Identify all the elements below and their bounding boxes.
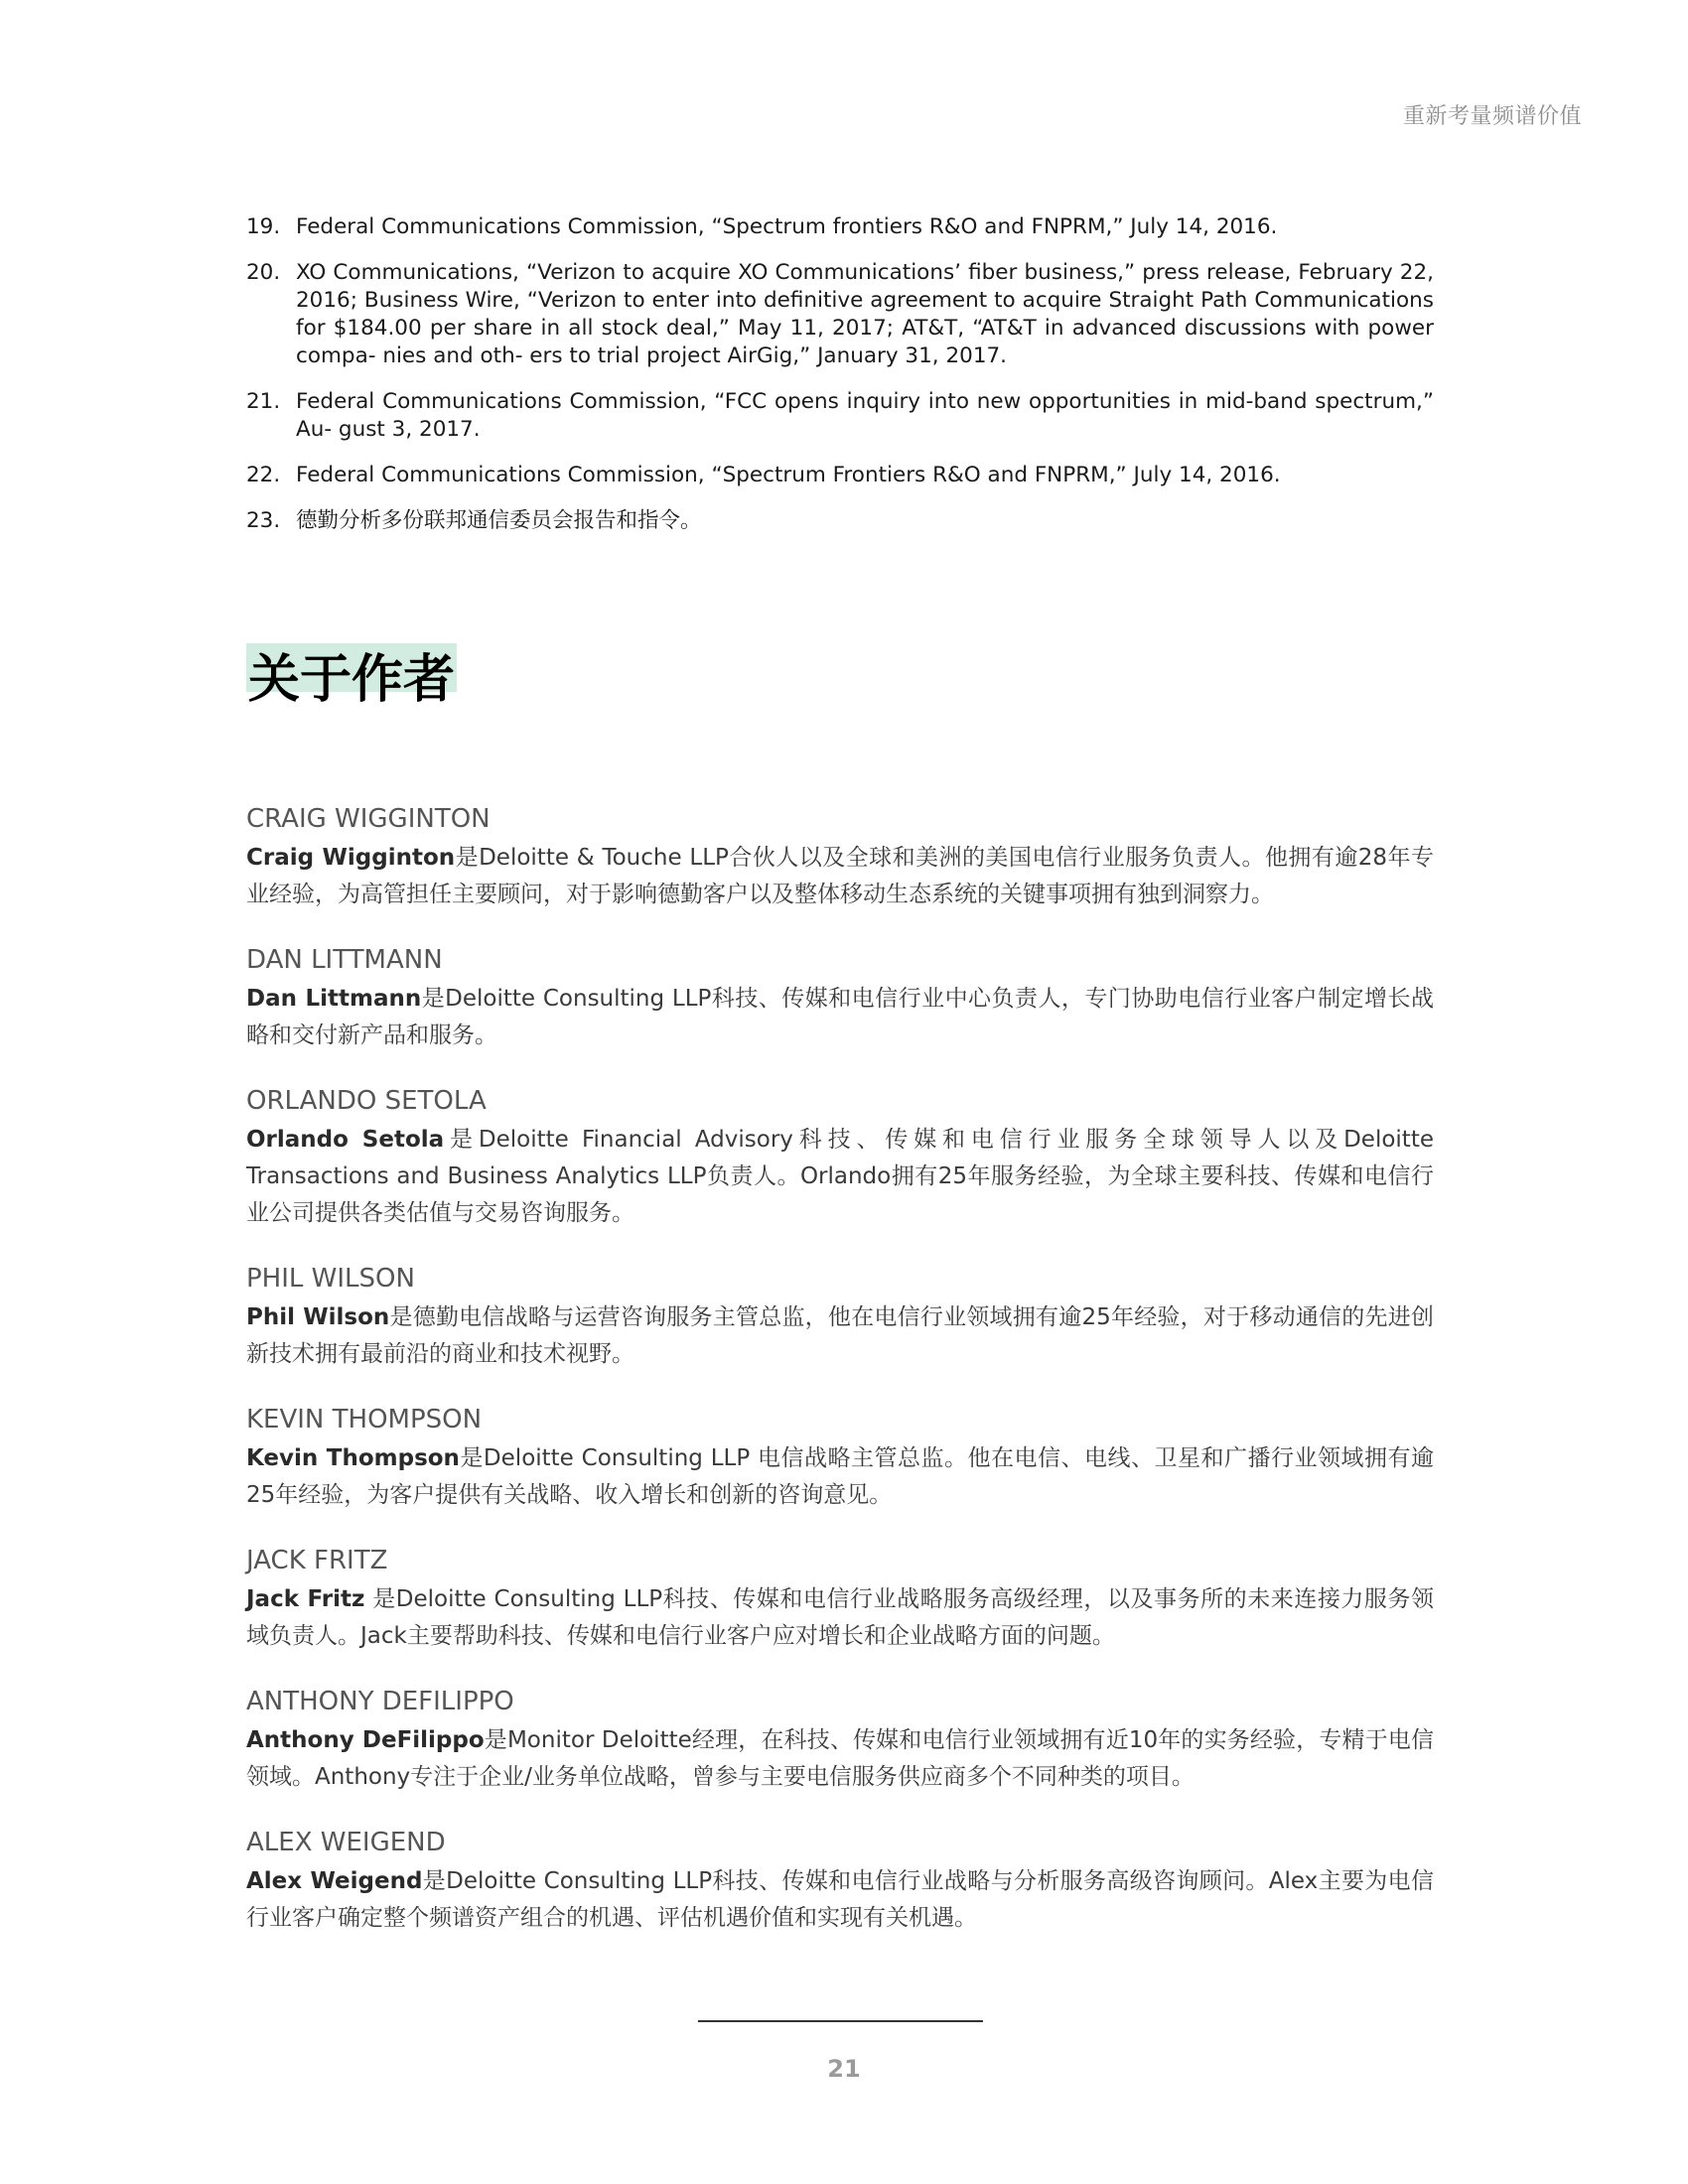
author-name: Phil Wilson (246, 1304, 390, 1330)
author-bio (246, 1440, 1434, 1514)
author-bio-text: 是Deloitte Financial Advisory科技、传媒和电信行业服务全球领导人以及Deloitte Transactions and Business Analytics LLP负责人。Orlando拥有25年服务经验，为全球主要科技、传媒和电信行业公司提供各类估值与交易咨询服务。 (246, 1127, 1434, 1226)
endnote-22 (246, 462, 1434, 489)
endnotes-list (246, 213, 1434, 553)
endnote-20 (246, 259, 1434, 370)
author-bio-text: 是Deloitte Consulting LLP科技、传媒和电信行业中心负责人，专门协助电信行业客户制定增长战略和交付新产品和服务。 (246, 986, 1434, 1048)
author-bio (246, 1722, 1434, 1796)
author-entry (246, 1544, 1434, 1655)
author-bio-text: 是Deloitte & Touche LLP合伙人以及全球和美洲的美国电信行业服务负责人。他拥有逾28年专业经验，为高管担任主要顾问，对于影响德勤客户以及整体移动生态系统的关键事项拥有独到洞察力。 (246, 845, 1434, 907)
page-number: 21 (827, 2055, 861, 2083)
author-bio (246, 1863, 1434, 1937)
endnote-text: XO Communications, “Verizon to acquire XO Communications’ fiber business,” press release, February 22, 2016; Business Wire, “Verizon to enter into definitive agreement to acquire Straight Path Communications for $184.00 per share in all stock deal,” May 11, 2017; AT&T, “AT&T in advanced discussions with power compa- nies and oth- ers to trial project AirGig,” January 31, 2017. (296, 260, 1434, 368)
endnote-number: 19. (246, 214, 281, 239)
author-bio-text: 是德勤电信战略与运营咨询服务主管总监，他在电信行业领域拥有逾25年经验，对于移动通信的先进创新技术拥有最前沿的商业和技术视野。 (246, 1304, 1434, 1367)
endnote-number: 22. (246, 463, 281, 487)
author-entry (246, 1262, 1434, 1373)
section-title: 关于作者 (246, 643, 457, 717)
author-entry (246, 1084, 1434, 1232)
running-header: 重新考量频谱价值 (1402, 104, 1582, 129)
endnote-number: 23. (246, 508, 281, 533)
author-name: Alex Weigend (246, 1868, 423, 1894)
author-heading: KEVIN THOMPSON (246, 1405, 483, 1434)
endnote-23 (246, 507, 1434, 535)
author-heading: JACK FRITZ (246, 1546, 388, 1575)
author-entry (246, 943, 1434, 1054)
authors-list (246, 802, 1434, 1967)
author-bio (246, 1581, 1434, 1655)
author-heading: ALEX WEIGEND (246, 1828, 446, 1857)
endnote-text: 德勤分析多份联邦通信委员会报告和指令。 (296, 508, 702, 533)
author-bio (246, 1122, 1434, 1232)
author-bio (246, 840, 1434, 913)
author-bio (246, 1299, 1434, 1373)
author-entry (246, 1403, 1434, 1514)
author-name: Craig Wigginton (246, 845, 456, 871)
endnote-text: Federal Communications Commission, “Spectrum Frontiers R&O and FNPRM,” July 14, 2016. (296, 463, 1281, 487)
endnote-text: Federal Communications Commission, “FCC opens inquiry into new opportunities in mid-band spectrum,” Au- gust 3, 2017. (296, 389, 1434, 442)
author-entry (246, 1685, 1434, 1796)
author-entry (246, 802, 1434, 913)
author-heading: CRAIG WIGGINTON (246, 804, 491, 834)
author-name: Jack Fritz (246, 1586, 365, 1612)
author-bio-text: 是Monitor Deloitte经理，在科技、传媒和电信行业领域拥有近10年的实务经验，专精于电信领域。Anthony专注于企业/业务单位战略，曾参与主要电信服务供应商多个不同种类的项目。 (246, 1727, 1434, 1790)
author-name: Dan Littmann (246, 986, 422, 1012)
author-entry (246, 1826, 1434, 1937)
author-heading: DAN LITTMANN (246, 945, 443, 975)
author-name: Orlando Setola (246, 1127, 445, 1153)
author-bio-text: 是Deloitte Consulting LLP科技、传媒和电信行业战略与分析服务高级咨询顾问。Alex主要为电信行业客户确定整个频谱资产组合的机遇、评估机遇价值和实现有关机遇。 (246, 1868, 1435, 1931)
author-bio (246, 981, 1434, 1054)
author-heading: PHIL WILSON (246, 1264, 415, 1294)
author-bio-text: 是Deloitte Consulting LLP科技、传媒和电信行业战略服务高级经理，以及事务所的未来连接力服务领域负责人。Jack主要帮助科技、传媒和电信行业客户应对增长和企业战略方面的问题。 (246, 1586, 1434, 1649)
author-name: Kevin Thompson (246, 1445, 460, 1471)
endnote-21 (246, 388, 1434, 444)
endnote-19 (246, 213, 1434, 241)
endnote-number: 21. (246, 389, 281, 414)
author-name: Anthony DeFilippo (246, 1727, 485, 1753)
footer-divider (698, 2020, 983, 2022)
endnote-text: Federal Communications Commission, “Spectrum frontiers R&O and FNPRM,” July 14, 2016. (296, 214, 1278, 239)
author-heading: ANTHONY DEFILIPPO (246, 1687, 514, 1716)
endnote-number: 20. (246, 260, 281, 285)
author-heading: ORLANDO SETOLA (246, 1086, 487, 1116)
author-bio-text: 是Deloitte Consulting LLP 电信战略主管总监。他在电信、电线、卫星和广播行业领域拥有逾25年经验，为客户提供有关战略、收入增长和创新的咨询意见。 (246, 1445, 1434, 1508)
